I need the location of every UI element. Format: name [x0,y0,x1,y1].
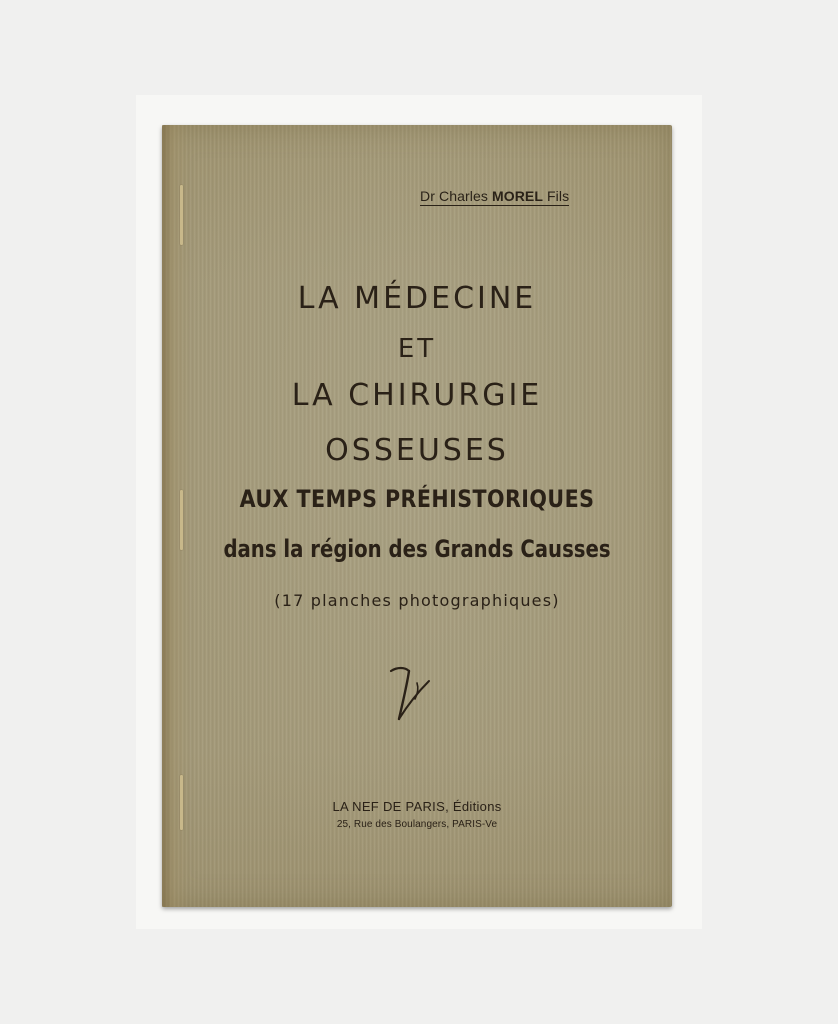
binding-stitch [180,185,183,245]
title-line-6: dans la région des Grands Causses [223,535,611,563]
title-line-4: OSSEUSES [325,433,509,468]
book-spine [162,125,190,907]
book-cover [162,125,672,907]
author-prefix: Dr [420,188,435,204]
title-line-2: ET [397,334,437,364]
subtitle: (17 planches photographiques) [274,591,560,610]
stylized-v-monogram-icon [387,663,433,723]
author-surname: MOREL [491,188,543,204]
title-line-1: LA MÉDECINE [297,281,537,316]
title-line-5: AUX TEMPS PRÉHISTORIQUES [239,485,595,513]
author-suffix: Fils [547,188,570,204]
binding-stitch [180,490,183,550]
author-line [420,188,569,206]
author-firstname: Charles [438,188,488,204]
publisher-address: 25, Rue des Boulangers, PARIS-Ve [336,819,498,830]
title-line-3: LA CHIRURGIE [291,378,543,413]
publisher-name: LA NEF DE PARIS, Éditions [332,799,502,814]
